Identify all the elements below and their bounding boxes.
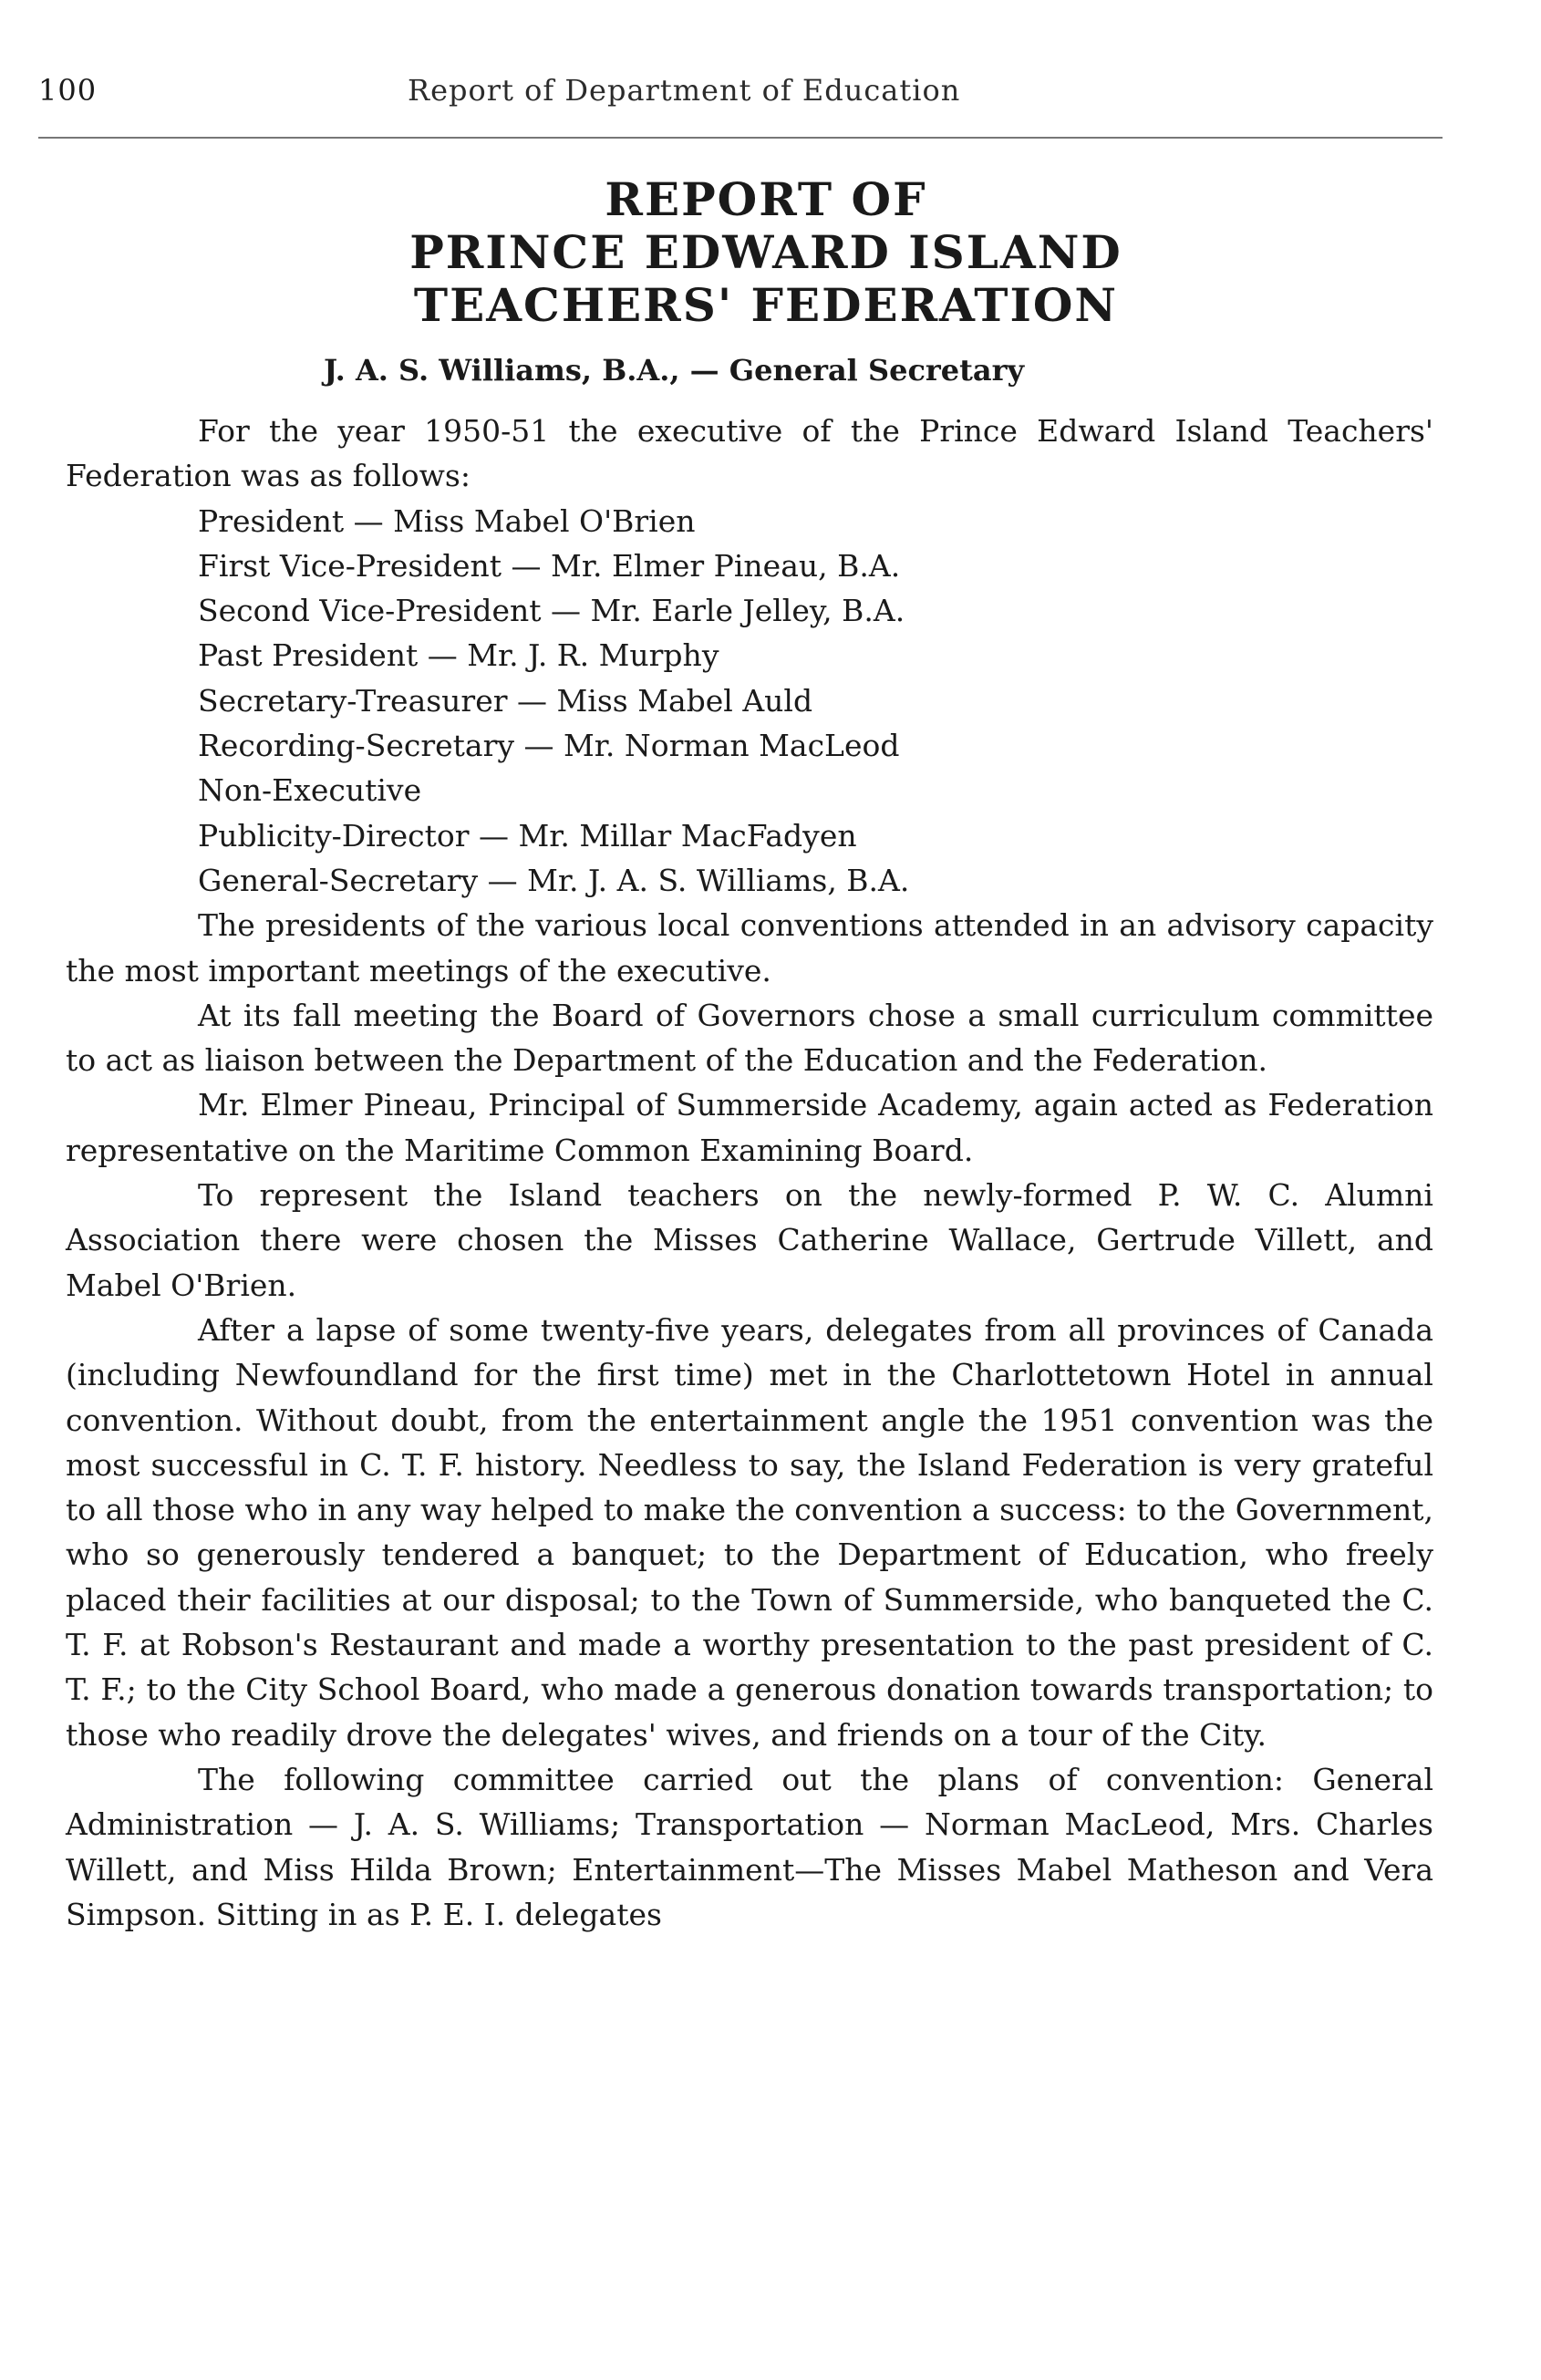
officers-list (66, 499, 1433, 904)
officer-entry: Past President — Mr. J. R. Murphy (198, 637, 719, 674)
officer-entry: First Vice-President — Mr. Elmer Pineau, B.A. (198, 547, 901, 584)
officer-entry: Non-Executive (198, 772, 422, 809)
body-paragraph: After a lapse of some twenty-five years, delegates from all provinces of Canada (including Newfoundland for the first time) met in the Charlottetown Hotel in annual convention. Without doubt, from the entertainment angle the 1951 convention was the most successful in C. T. F. history. Needless to say, the Island Federation is very grateful to all those who in any way helped to make the convention a success: to the Government, who so generously tendered a banquet; to the Department of Education, who freely placed their facilities at our disposal; to the Town of Summerside, who banqueted the C. T. F. at Robson's Restaurant and made a worthy presentation to the past president of C. T. F.; to the City School Board, who made a generous donation towards transportation; to those who readily drove the delegates' wives, and friends on a tour of the City. (66, 1311, 1433, 1753)
body-paragraph: The following committee carried out the plans of convention: General Administration — J. A. S. Williams; Transportation — Norman MacLeod, Mrs. Charles Willett, and Miss Hilda Brown; Entertainment—The Misses Mabel Matheson and Vera Simpson. Sitting in as P. E. I. delegates (66, 1761, 1433, 1932)
title-line: TEACHERS' FEDERATION (413, 278, 1119, 332)
officer-entry: Second Vice-President — Mr. Earle Jelley, B.A. (198, 593, 905, 629)
officer-entry: President — Miss Mabel O'Brien (198, 502, 696, 539)
intro-paragraph: For the year 1950-51 the executive of the Prince Edward Island Teachers' Federation was as follows: (66, 413, 1433, 494)
officer-entry: Recording-Secretary — Mr. Norman MacLeod (198, 728, 900, 764)
running-header (38, 73, 1443, 128)
officer-entry: General-Secretary — Mr. J. A. S. Williams, B.A. (198, 862, 910, 898)
report-title (274, 173, 1258, 332)
body-paragraph: Mr. Elmer Pineau, Principal of Summerside Academy, again acted as Federation representative on the Maritime Common Examining Board. (66, 1087, 1433, 1168)
header-rule (38, 137, 1443, 139)
running-title: Report of Department of Education (408, 73, 961, 108)
officer-entry: Publicity-Director — Mr. Millar MacFadyen (198, 817, 857, 854)
officer-entry: Secretary-Treasurer — Miss Mabel Auld (198, 682, 813, 719)
body-paragraph: At its fall meeting the Board of Governors chose a small curriculum committee to act as liaison between the Department of the Education and the Federation. (66, 997, 1433, 1079)
author-byline: J. A. S. Williams, B.A., — General Secretary (324, 353, 1025, 388)
title-line: REPORT OF (605, 172, 927, 226)
body-paragraph: The presidents of the various local conventions attended in an advisory capacity the most important meetings of the executive. (66, 907, 1433, 988)
article-body (66, 409, 1433, 1937)
page-number: 100 (38, 73, 98, 108)
body-paragraph: To represent the Island teachers on the newly-formed P. W. C. Alumni Association there were chosen the Misses Catherine Wallace, Gertrude Villett, and Mabel O'Brien. (66, 1177, 1433, 1303)
title-line: PRINCE EDWARD ISLAND (409, 225, 1122, 279)
